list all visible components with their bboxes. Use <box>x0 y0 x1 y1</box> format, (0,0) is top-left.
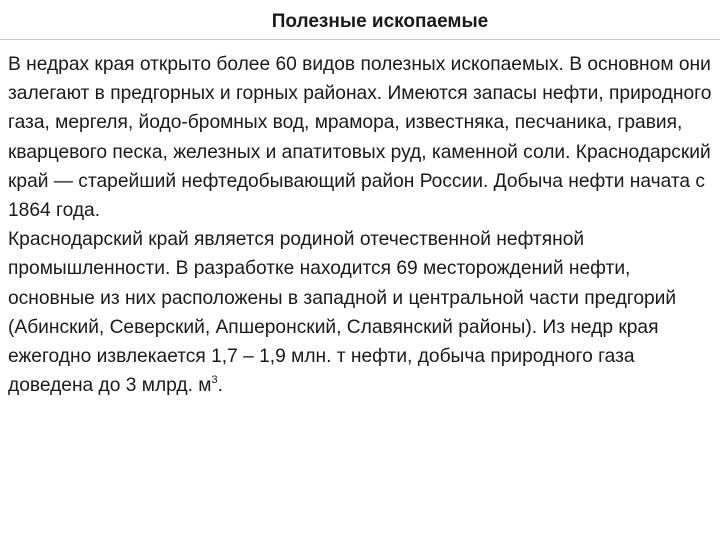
paragraph-2-text: Краснодарский край является родиной отечественной нефтяной промышленности. В разработке находится 69 месторождений нефти, основные из них расположены в западной и центральной части предгорий (Абинский, Северский, Апшеронский, Славянский районы). Из недр края ежегодно извлекается 1,7 – 1,9 млн. т нефти, добыча природного газа доведена до 3 млрд. м <box>8 229 677 397</box>
paragraph-2 <box>8 225 713 400</box>
title-divider <box>0 39 720 40</box>
body-text <box>8 50 713 400</box>
cubic-superscript: 3 <box>211 374 218 387</box>
paragraph-2-suffix: . <box>217 375 223 397</box>
paragraph-1: В недрах края открыто более 60 видов полезных ископаемых. В основном они залегают в предгорных и горных районах. Имеются запасы нефти, природного газа, мергеля, йодо-бромных вод, мрамора, известняка, песчаника, гравия, кварцевого песка, железных и апатитовых руд, каменной соли. Краснодарский край — старейший нефтедобывающий район России. Добыча нефти начата с 1864 года. <box>8 54 712 222</box>
page-title: Полезные ископаемые <box>271 11 489 32</box>
